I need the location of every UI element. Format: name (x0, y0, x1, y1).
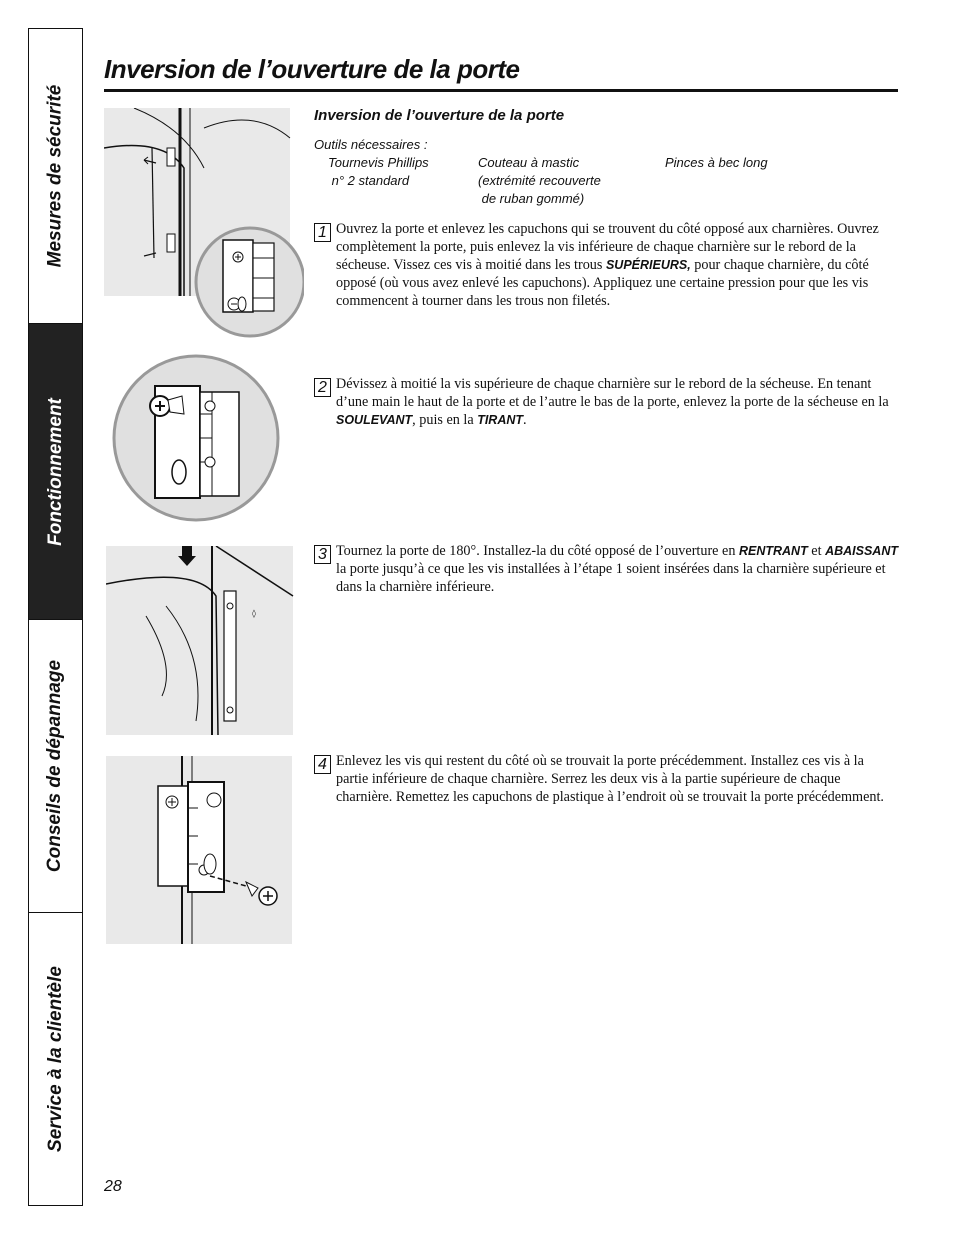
title-rule (104, 89, 898, 92)
tab-fonctionnement[interactable] (29, 324, 82, 620)
step2-illustration (112, 354, 280, 522)
section-tab-rail (28, 28, 83, 1206)
tool-needle-nose-pliers: Pinces à bec long (665, 155, 768, 170)
tools-label: Outils nécessaires : (314, 137, 428, 152)
step-number: 3 (314, 545, 331, 564)
tab-label: Fonctionnement (44, 397, 66, 546)
tool-phillips-screwdriver: Tournevis Phillips n° 2 standard (328, 155, 429, 188)
step-4 (314, 752, 898, 806)
tab-label: Mesures de sécurité (44, 84, 66, 268)
step-number: 4 (314, 755, 331, 774)
step-text: Ouvrez la porte et enlevez les capuchons qui se trouvent du côté opposé aux charnières. Ouvrez complètement la porte, puis enlevez la vis inférieure de chaque charnière sur le rebord de la sécheuse. Vissez ces vis à moitié dans les trous SUPÉRIEURS, pour chaque charnière, du côté opposé (où vous avez enlevé les capuchons). Appliquez une certaine pression pour que les vis commencent à tourner dans les trous non filetés. (336, 221, 879, 309)
page-number: 28 (104, 1178, 122, 1195)
step-text: Dévissez à moitié la vis supérieure de chaque charnière sur le rebord de la sécheuse. En tenant d’une main le haut de la porte et de l’autre le bas de la porte, enlevez la porte de la sécheuse en la SOULEVANT, puis en la TIRANT. (336, 376, 889, 428)
step-number: 2 (314, 378, 331, 397)
page-title: Inversion de l’ouverture de la porte (104, 54, 520, 84)
tab-label: Service à la clientèle (44, 966, 66, 1152)
svg-text:◊: ◊ (252, 609, 256, 618)
step-text: Enlevez les vis qui restent du côté où se trouvait la porte précédemment. Installez ces vis à la partie inférieure de chaque charnière. Serrez les deux vis à la partie supérieure de chaque charnière. Remettez les capuchons de plastique à l’endroit où se trouvait la porte précédemment. (336, 753, 884, 805)
step-3 (314, 542, 898, 596)
tab-conseils-de-depannage[interactable] (29, 620, 82, 913)
step-text: Tournez la porte de 180°. Installez-la du côté opposé de l’ouverture en RENTRANT et ABAISSANT la porte jusqu’à ce que les vis installées à l’étape 1 soient insérées dans la charnière supérieure et dans la charnière inférieure. (336, 543, 898, 595)
step3-illustration (106, 546, 294, 736)
tab-mesures-de-securite[interactable] (29, 29, 82, 324)
step-number: 1 (314, 223, 331, 242)
tab-label: Conseils de dépannage (44, 659, 66, 873)
step-2 (314, 375, 898, 429)
step4-illustration (106, 756, 292, 944)
section-title: Inversion de l’ouverture de la porte (314, 107, 565, 124)
tab-service-a-la-clientele[interactable] (29, 913, 82, 1205)
step1-illustration (104, 108, 304, 340)
tool-putty-knife: Couteau à mastic (extrémité recouverte de ruban gommé) (478, 155, 601, 206)
step-1 (314, 220, 898, 310)
